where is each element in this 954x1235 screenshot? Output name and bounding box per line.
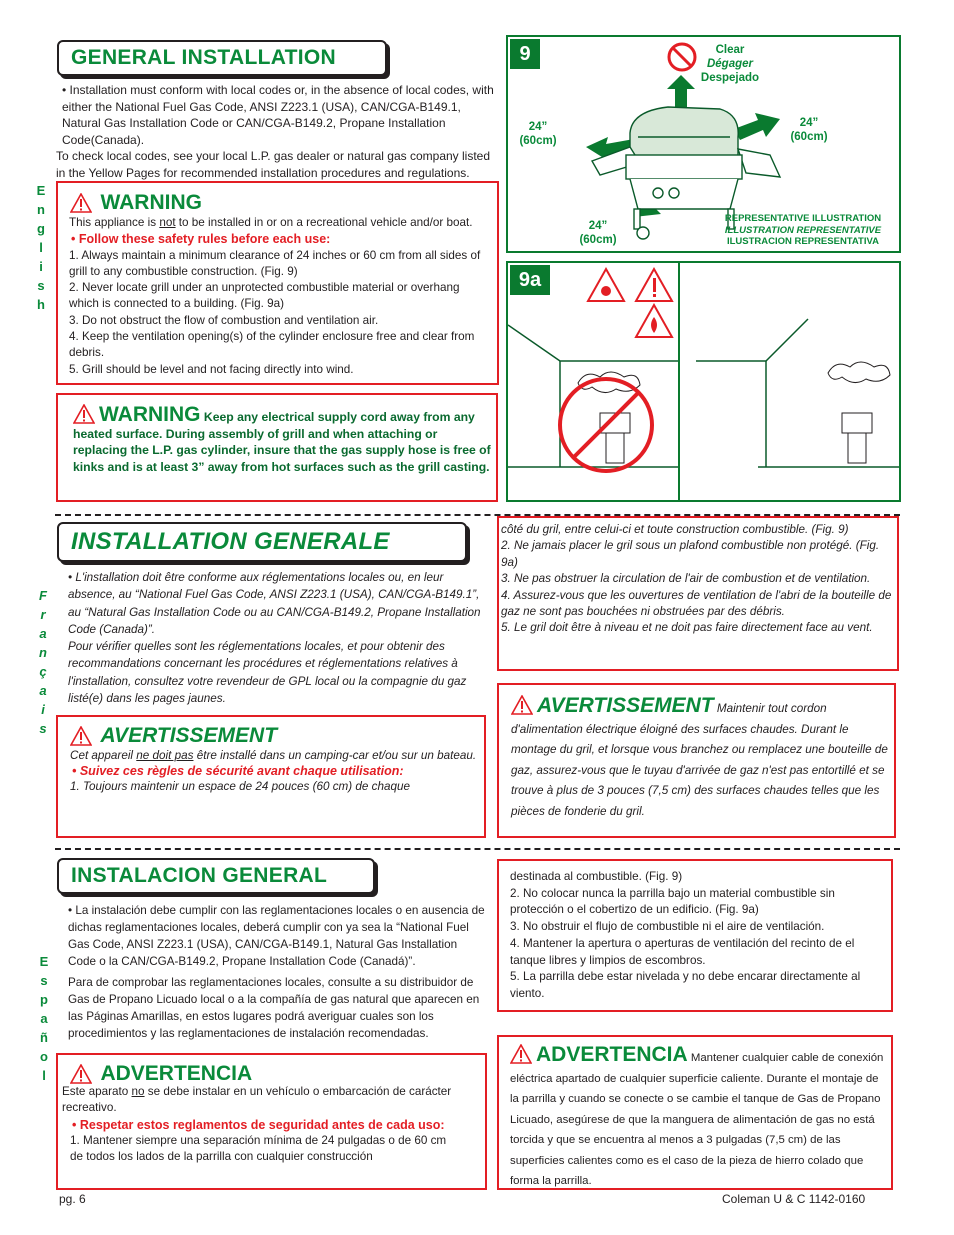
warning-triangle-icon bbox=[510, 1044, 532, 1064]
french-intro-1: • L'installation doit être conforme aux réglementations locales ou, en leur absence, au “National Fuel Gas Code, ANSI Z223.1 (USA), CAN/CGA-B149.1”, au “Natural Gas Installation Code ou au CAN/CGA-B149.2, Propane Installation Code (Canada)”. bbox=[68, 571, 481, 636]
side-letter: E bbox=[39, 954, 49, 969]
spanish-cont-2: 2. No colocar nunca la parrilla bajo un material combustible sin protección o el cobertizo de un edificio. (Fig. 9a) bbox=[510, 886, 835, 917]
english-intro-1: • Installation must conform with local codes or, in the absence of local codes, with either the National Fuel Gas Code, ANSI Z223.1 (USA), CAN/CGA-B149.1, Natural Gas Installation Code or CAN/CGA-B149.2, Propane Installation Code(Canada). bbox=[62, 83, 494, 147]
spanish-warning-box bbox=[56, 1053, 487, 1190]
english-intro bbox=[56, 82, 496, 181]
spanish-warning2-title: ADVERTENCIA bbox=[536, 1043, 688, 1066]
document-code: Coleman U & C 1142-0160 bbox=[722, 1192, 866, 1206]
french-cont-5: 5. Le gril doit être à niveau et ne doit pas faire directement face au vent. bbox=[501, 621, 873, 635]
french-warning2-body bbox=[511, 695, 889, 822]
side-letter: i bbox=[39, 259, 43, 274]
spanish-intro bbox=[68, 902, 488, 1042]
french-cont-4: 4. Assurez-vous que les ouvertures de ventilation de l'abri de la bouteille de gaz ne sont pas bouchées ni obstruées par des débris. bbox=[501, 588, 892, 619]
side-letter: p bbox=[40, 992, 48, 1007]
english-warning-item-2: 2. Never locate grill under an unprotected combustible material or overhang which is connected to a building. (Fig. 9a) bbox=[69, 281, 460, 311]
french-heading-text: INSTALLATION GENERALE bbox=[71, 528, 390, 555]
side-letter: ñ bbox=[40, 1030, 48, 1045]
french-warning2-title: AVERTISSEMENT bbox=[537, 694, 714, 717]
side-letter: h bbox=[37, 297, 45, 312]
french-heading bbox=[57, 522, 467, 562]
figure-9-bottom-label: 24” (60cm) bbox=[579, 220, 617, 246]
english-warning2-text: Keep any electrical supply cord away from any heated surface. During assembly of grill and when attaching or replacing the L.P. gas cylinder, insure that the gas supply hose is free of kinks and is at least 3” away from hot surfaces such as the grill casting. bbox=[73, 410, 491, 474]
english-heading-text: GENERAL INSTALLATION bbox=[71, 46, 336, 69]
side-letter: o bbox=[40, 1049, 48, 1064]
english-warning-item-3: 3. Do not obstruct the flow of combustion and ventilation air. bbox=[69, 313, 379, 327]
spanish-warning-cont-box bbox=[497, 859, 893, 1012]
figure-9-right-label: 24” (60cm) bbox=[790, 117, 828, 143]
spanish-cont-3: 3. No obstruir el flujo de combustible ni el aire de ventilación. bbox=[510, 920, 825, 934]
spanish-warning2-box bbox=[497, 1035, 893, 1190]
warning-triangle-icon bbox=[511, 695, 533, 715]
spanish-intro-2: Para de comprobar las reglamentaciones locales, consulte a su distribuidor de Gas de Propano Licuado local o a la compañía de gas natural que aparecen en las Páginas Amarillas, en estos lugares podrá averiguar cuales son los procedimientos y las reglamentaciones de instalación recomendadas. bbox=[68, 976, 480, 1040]
warning-triangle-icon bbox=[70, 1064, 92, 1084]
explosion-hazard-icon bbox=[588, 269, 624, 301]
side-letter: l bbox=[39, 240, 43, 255]
english-warning-body bbox=[69, 215, 489, 378]
french-warning-item-1: 1. Toujours maintenir un espace de 24 pouces (60 cm) de chaque bbox=[70, 780, 411, 794]
fire-hazard-icon bbox=[636, 305, 672, 337]
spanish-warning-line: Este aparato no se debe instalar en un vehículo o embarcación de carácter recreativo. bbox=[62, 1085, 452, 1115]
english-warning2-title: WARNING bbox=[99, 403, 201, 426]
english-warning2-box bbox=[56, 393, 498, 502]
spanish-heading-text: INSTALACION GENERAL bbox=[71, 864, 328, 887]
english-intro-2: To check local codes, see your local L.P. gas dealer or natural gas company listed in the Yellow Pages for recommended installation procedures and regulations. bbox=[56, 149, 491, 180]
section-divider bbox=[55, 848, 900, 850]
side-letter: i bbox=[41, 702, 45, 717]
spanish-cont-5: 5. La parrilla debe estar nivelada y no debe encarar directamente al viento. bbox=[510, 970, 861, 1000]
figure-9a-number: 9a bbox=[510, 265, 550, 295]
french-warning-body bbox=[70, 748, 478, 796]
side-letter: s bbox=[40, 973, 48, 988]
side-letter: a bbox=[39, 683, 47, 698]
spanish-warning-title: ADVERTENCIA bbox=[100, 1062, 253, 1085]
spanish-heading bbox=[57, 858, 375, 894]
side-letter: n bbox=[37, 202, 45, 217]
spanish-warning-bullet: • Respetar estos reglamentos de seguridad antes de cada uso: bbox=[72, 1117, 445, 1132]
spanish-intro-1: • La instalación debe cumplir con las reglamentaciones locales o en ausencia de dichas reglamentaciones locales, deberá cumplir con ya sea la “National Fuel Gas Code, ANSI Z223.1 (USA), CAN/CGA-B149.1, Natural Gas Installation Code o la CAN/CGA-B149.2, Propane Installation Code (Canadá)”. bbox=[68, 904, 485, 968]
figure-9 bbox=[506, 35, 901, 253]
warning-triangle-icon bbox=[73, 404, 95, 424]
english-warning-item-4: 4. Keep the ventilation opening(s) of the cylinder enclosure free and clear from debris. bbox=[69, 330, 475, 360]
spanish-warning-item-1: 1. Mantener siempre una separación mínima de 24 pulgadas o de 60 cm de todos los lados de la parrilla con cualquier construcción bbox=[70, 1133, 447, 1163]
figure-9a bbox=[506, 261, 901, 502]
side-letter: F bbox=[39, 588, 47, 603]
side-letter: E bbox=[36, 183, 46, 198]
spanish-cont-1: destinada al combustible. (Fig. 9) bbox=[510, 870, 683, 883]
english-warning-title-row bbox=[70, 191, 202, 215]
figure-9-number: 9 bbox=[510, 39, 540, 69]
figure-9-representative-label: REPRESENTATIVE ILLUSTRATION ILLUSTRATION REPRESENTATIVE ILUSTRACION REPRESENTATIVA bbox=[724, 213, 882, 247]
figure-9-left-label: 24” (60cm) bbox=[519, 121, 557, 147]
spanish-warning2-text: Mantener cualquier cable de conexión eléctrica apartado de cualquier superficie caliente. Durante el montaje de la parrilla y cuando se conecte o se cambie el tanque de Gas de Propano Licuado, asegúrese de que la manguera de alimentación de gas no está torcida y que se encuentra al menos a 3 pulgadas (7,5 cm) de las superficies calientes como es el caso de la pieza de hierro colado que forma la parrilla. bbox=[510, 1052, 884, 1187]
english-warning-bullet: • Follow these safety rules before each use: bbox=[71, 232, 331, 247]
caution-hazard-icon bbox=[636, 269, 672, 301]
english-warning-item-1: 1. Always maintain a minimum clearance of 24 inches or 60 cm from all sides of grill to any combustible construction. (Fig. 9) bbox=[69, 248, 481, 278]
figure-9-clear-label: Clear Dégager Despejado bbox=[700, 44, 760, 84]
french-warning-cont bbox=[501, 522, 895, 637]
french-warning2-text: Maintenir tout cordon d'alimentation électrique éloigné des surfaces chaudes. Durant le montage du gril, et lorsque vous branchez ou remplacez une bouteille de gaz, assurez-vous que le tuyau d'arrivée de gaz n'est pas entortillé et se trouve à plus de 3 pouces (7,5 cm) des surfaces chaudes telles que les pièces de fonderie du gril. bbox=[511, 702, 888, 818]
spanish-cont-4: 4. Mantener la apertura o aperturas de ventilación del recinto de el tanque libres y limpios de escombros. bbox=[510, 936, 855, 967]
french-side-label bbox=[36, 586, 50, 738]
french-intro bbox=[68, 569, 486, 707]
spanish-warning-title-row bbox=[70, 1062, 252, 1086]
page-number: pg. 6 bbox=[59, 1192, 86, 1206]
side-letter: ç bbox=[39, 664, 47, 679]
side-letter: n bbox=[39, 645, 47, 660]
spanish-side-label bbox=[37, 952, 51, 1085]
french-cont-3: 3. Ne pas obstruer la circulation de l'air de combustion et de ventilation. bbox=[501, 572, 871, 586]
side-letter: l bbox=[42, 1068, 46, 1083]
side-letter: s bbox=[39, 721, 47, 736]
english-warning-title: WARNING bbox=[100, 191, 202, 214]
side-letter: a bbox=[39, 626, 47, 641]
french-warning-box bbox=[56, 715, 486, 838]
french-cont-2: 2. Ne jamais placer le gril sous un plafond combustible non protégé. (Fig. 9a) bbox=[501, 539, 880, 569]
french-warning-bullet: • Suivez ces règles de sécurité avant chaque utilisation: bbox=[72, 764, 404, 779]
french-warning-title: AVERTISSEMENT bbox=[100, 724, 278, 747]
english-warning-line: This appliance is not to be installed in or on a recreational vehicle and/or boat. bbox=[69, 216, 473, 229]
french-warning-line: Cet appareil ne doit pas être installé dans un camping-car et/ou sur un bateau. bbox=[70, 749, 477, 762]
spanish-warning-body bbox=[62, 1084, 458, 1165]
english-side-label bbox=[34, 181, 48, 314]
french-warning-title-row bbox=[70, 724, 277, 748]
english-warning2-body bbox=[73, 404, 493, 475]
warning-triangle-icon bbox=[70, 726, 92, 746]
side-letter: a bbox=[40, 1011, 48, 1026]
overhang-illustration bbox=[508, 263, 899, 500]
french-warning-cont-box bbox=[497, 516, 899, 671]
spanish-warning2-body bbox=[510, 1044, 888, 1192]
spanish-warning-cont bbox=[510, 869, 886, 1003]
french-cont-1: côté du gril, entre celui-ci et toute construction combustible. (Fig. 9) bbox=[501, 523, 849, 536]
english-heading bbox=[57, 40, 387, 76]
warning-triangle-icon bbox=[70, 193, 92, 213]
side-letter: r bbox=[40, 607, 46, 622]
side-letter: g bbox=[37, 221, 45, 236]
french-intro-2: Pour vérifier quelles sont les réglementations locales, et pour obtenir des recommandations concernant les procédures et réglementations relatives à l'installation, consultez votre revendeur de GPL local ou la compagnie du gaz listé(e) dans les pages jaunes. bbox=[68, 640, 467, 706]
english-warning-item-5: 5. Grill should be level and not facing directly into wind. bbox=[69, 362, 354, 376]
side-letter: s bbox=[37, 278, 45, 293]
french-warning2-box bbox=[497, 683, 896, 838]
english-warning-box bbox=[56, 181, 499, 385]
